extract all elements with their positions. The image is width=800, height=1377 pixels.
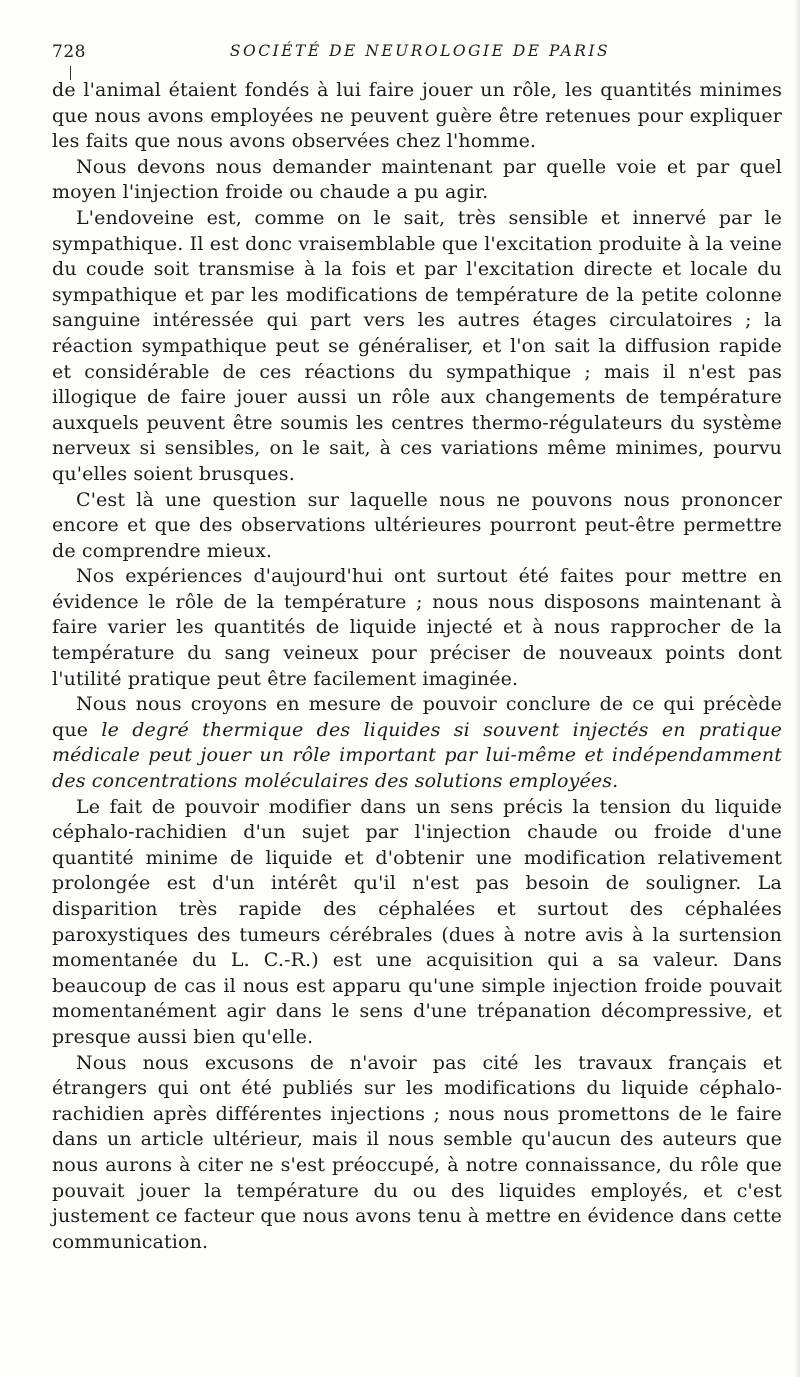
page-number: 728 bbox=[52, 42, 86, 62]
page-edge-shadow bbox=[794, 0, 800, 1377]
page-header bbox=[52, 42, 748, 66]
paragraph-5: Nos expériences d'aujourd'hui ont surtout été faites pour mettre en évidence le rôle de la température ; nous nous disposons maintenant à faire varier les quantités de liquide injecté et à nous rapprocher de la température du sang veineux pour préciser de nouveaux points dont l'utilité pratique peut être facilement imaginée. bbox=[52, 565, 782, 690]
body-text bbox=[52, 78, 782, 1255]
running-head: SOCIÉTÉ DE NEUROLOGIE DE PARIS bbox=[229, 42, 611, 60]
paragraph-1: de l'animal étaient fondés à lui faire jouer un rôle, les quantités minimes que nous avons employées ne peuvent guère être retenues pour expliquer les faits que nous avons observées chez l'homme. bbox=[52, 79, 782, 153]
conclusion-italic: le degré thermique des liquides si souvent injectés en pratique médicale peut jouer un rôle important par lui-même et indépendamment des concentrations moléculaires des solutions employées. bbox=[52, 718, 782, 793]
conclusion-paragraph bbox=[52, 692, 782, 794]
paragraph-2: Nous devons nous demander maintenant par quelle voie et par quel moyen l'injection froide ou chaude a pu agir. bbox=[52, 155, 782, 204]
conclusion-lead: Nous nous croyons en mesure de pouvoir conclure de ce qui précède que bbox=[52, 693, 782, 741]
paragraph-4: C'est là une question sur laquelle nous ne pouvons nous prononcer encore et que des observations ultérieures pourront peut-être permettre de comprendre mieux. bbox=[52, 488, 782, 562]
paragraph-8: Nous nous excusons de n'avoir pas cité les travaux français et étrangers qui ont été publiés sur les modifications du liquide céphalo-rachidien après différentes injections ; nous nous promettons de le faire dans un article ultérieur, mais il nous semble qu'aucun des auteurs que nous aurons à citer ne s'est préoccupé, à notre connaissance, du rôle que pouvait jouer la température du ou des liquides employés, et c'est justement ce facteur que nous avons tenu à mettre en évidence dans cette communication. bbox=[52, 1051, 782, 1253]
paragraph-7: Le fait de pouvoir modifier dans un sens précis la tension du liquide céphalo-rachidien d'un sujet par l'injection chaude ou froide d'une quantité minime de liquide et d'obtenir une modification relativement prolongée est d'un intérêt qu'il n'est pas besoin de souligner. La disparition très rapide des céphalées et surtout des céphalées paroxystiques des tumeurs cérébrales (dues à notre avis à la surtension momentanée du L. C.-R.) est une acquisition qui a sa valeur. Dans beaucoup de cas il nous est apparu qu'une simple injection froide pouvait momentanément agir dans le sens d'une trépanation décompressive, et presque aussi bien qu'elle. bbox=[52, 795, 782, 1048]
paragraph-3: L'endoveine est, comme on le sait, très sensible et innervé par le sympathique. Il est donc vraisemblable que l'excitation produite à la veine du coude soit transmise à la fois et par l'excitation directe et locale du sympathique et par les modifications de température de la petite colonne sanguine intéressée qui part vers les autres étages circulatoires ; la réaction sympathique peut se généraliser, et l'on sait la diffusion rapide et considérable de ces réactions du sympathique ; mais il n'est pas illogique de faire jouer aussi un rôle aux changements de température auxquels peuvent être soumis les centres thermo-régulateurs du système nerveux si sensibles, on le sait, à ces variations même minimes, pourvu qu'elles soient brusques. bbox=[52, 206, 782, 485]
